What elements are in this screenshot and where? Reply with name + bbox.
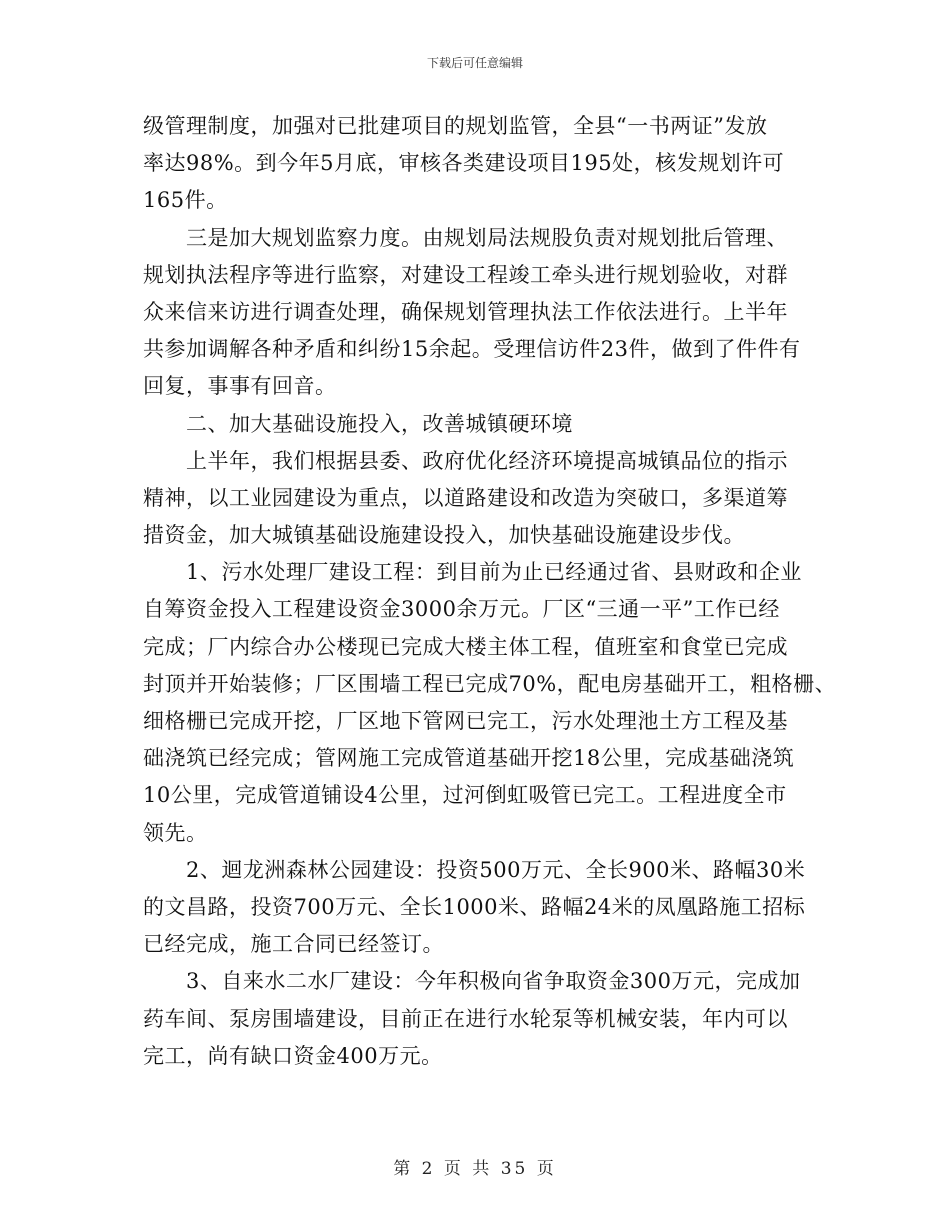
page-header: 下载后可任意编辑 xyxy=(426,56,523,70)
text-line: 1、污水处理厂建设工程：到目前为止已经通过省、县财政和企业 xyxy=(143,560,802,585)
text-line: 2、迴龙洲森林公园建设：投资500万元、全长900米、路幅30米 xyxy=(143,857,806,882)
text-line: 三是加大规划监察力度。由规划局法规股负责对规划批后管理、 xyxy=(143,225,788,250)
text-line: 细格栅已完成开挖，厂区地下管网已完工，污水处理池土方工程及基 xyxy=(143,709,788,733)
text-line: 自筹资金投入工程建设资金3000余万元。厂区“三通一平”工作已经 xyxy=(143,597,780,622)
text-line: 的文昌路，投资700万元、全长1000米、路幅24米的凤凰路施工招标 xyxy=(143,894,806,919)
text-line: 础浇筑已经完成；管网施工完成管道基础开挖18公里，完成基础浇筑 xyxy=(143,746,795,771)
text-line: 10公里，完成管道铺设4公里，过河倒虹吸管已完工。工程进度全市 xyxy=(143,783,787,808)
text-line: 3、自来水二水厂建设：今年积极向省争取资金300万元，完成加 xyxy=(143,969,801,994)
text-line: 措资金，加大城镇基础设施建设投入，加快基础设施建设步伐。 xyxy=(143,523,745,548)
text-line: 级管理制度，加强对已批建项目的规划监管，全县“一书两证”发放 xyxy=(143,114,768,138)
text-line: 精神，以工业园建设为重点，以道路建设和改造为突破口，多渠道筹 xyxy=(143,485,788,510)
text-line: 药车间、泵房围墙建设，目前正在进行水轮泵等机械安装，年内可以 xyxy=(143,1006,788,1031)
text-line: 共参加调解各种矛盾和纠纷15余起。受理信访件23件，做到了件件有 xyxy=(143,337,801,362)
text-line: 领先。 xyxy=(143,820,208,845)
page-footer: 第 2 页 共 35 页 xyxy=(393,1159,557,1179)
document-body xyxy=(143,108,837,1075)
text-line: 完成；厂内综合办公楼现已完成大楼主体工程，值班室和食堂已完成 xyxy=(143,634,788,659)
text-line: 上半年，我们根据县委、政府优化经济环境提高城镇品位的指示 xyxy=(143,448,788,473)
text-line: 封顶并开始装修；厂区围墙工程已完成70%，配电房基础开工，粗格栅、 xyxy=(143,671,837,696)
text-line: 已经完成，施工合同已经签订。 xyxy=(143,932,444,957)
text-line: 规划执法程序等进行监察，对建设工程竣工牵头进行规划验收，对群 xyxy=(143,262,788,287)
text-line: 率达98%。到今年5月底，审核各类建设项目195处，核发规划许可 xyxy=(143,151,785,176)
text-line: 回复，事事有回音。 xyxy=(143,374,337,399)
text-line: 二、加大基础设施投入，改善城镇硬环境 xyxy=(143,411,573,436)
text-line: 完工，尚有缺口资金400万元。 xyxy=(143,1043,443,1068)
text-line: 众来信来访进行调查处理，确保规划管理执法工作依法进行。上半年 xyxy=(143,299,788,324)
text-line: 165件。 xyxy=(143,188,228,213)
